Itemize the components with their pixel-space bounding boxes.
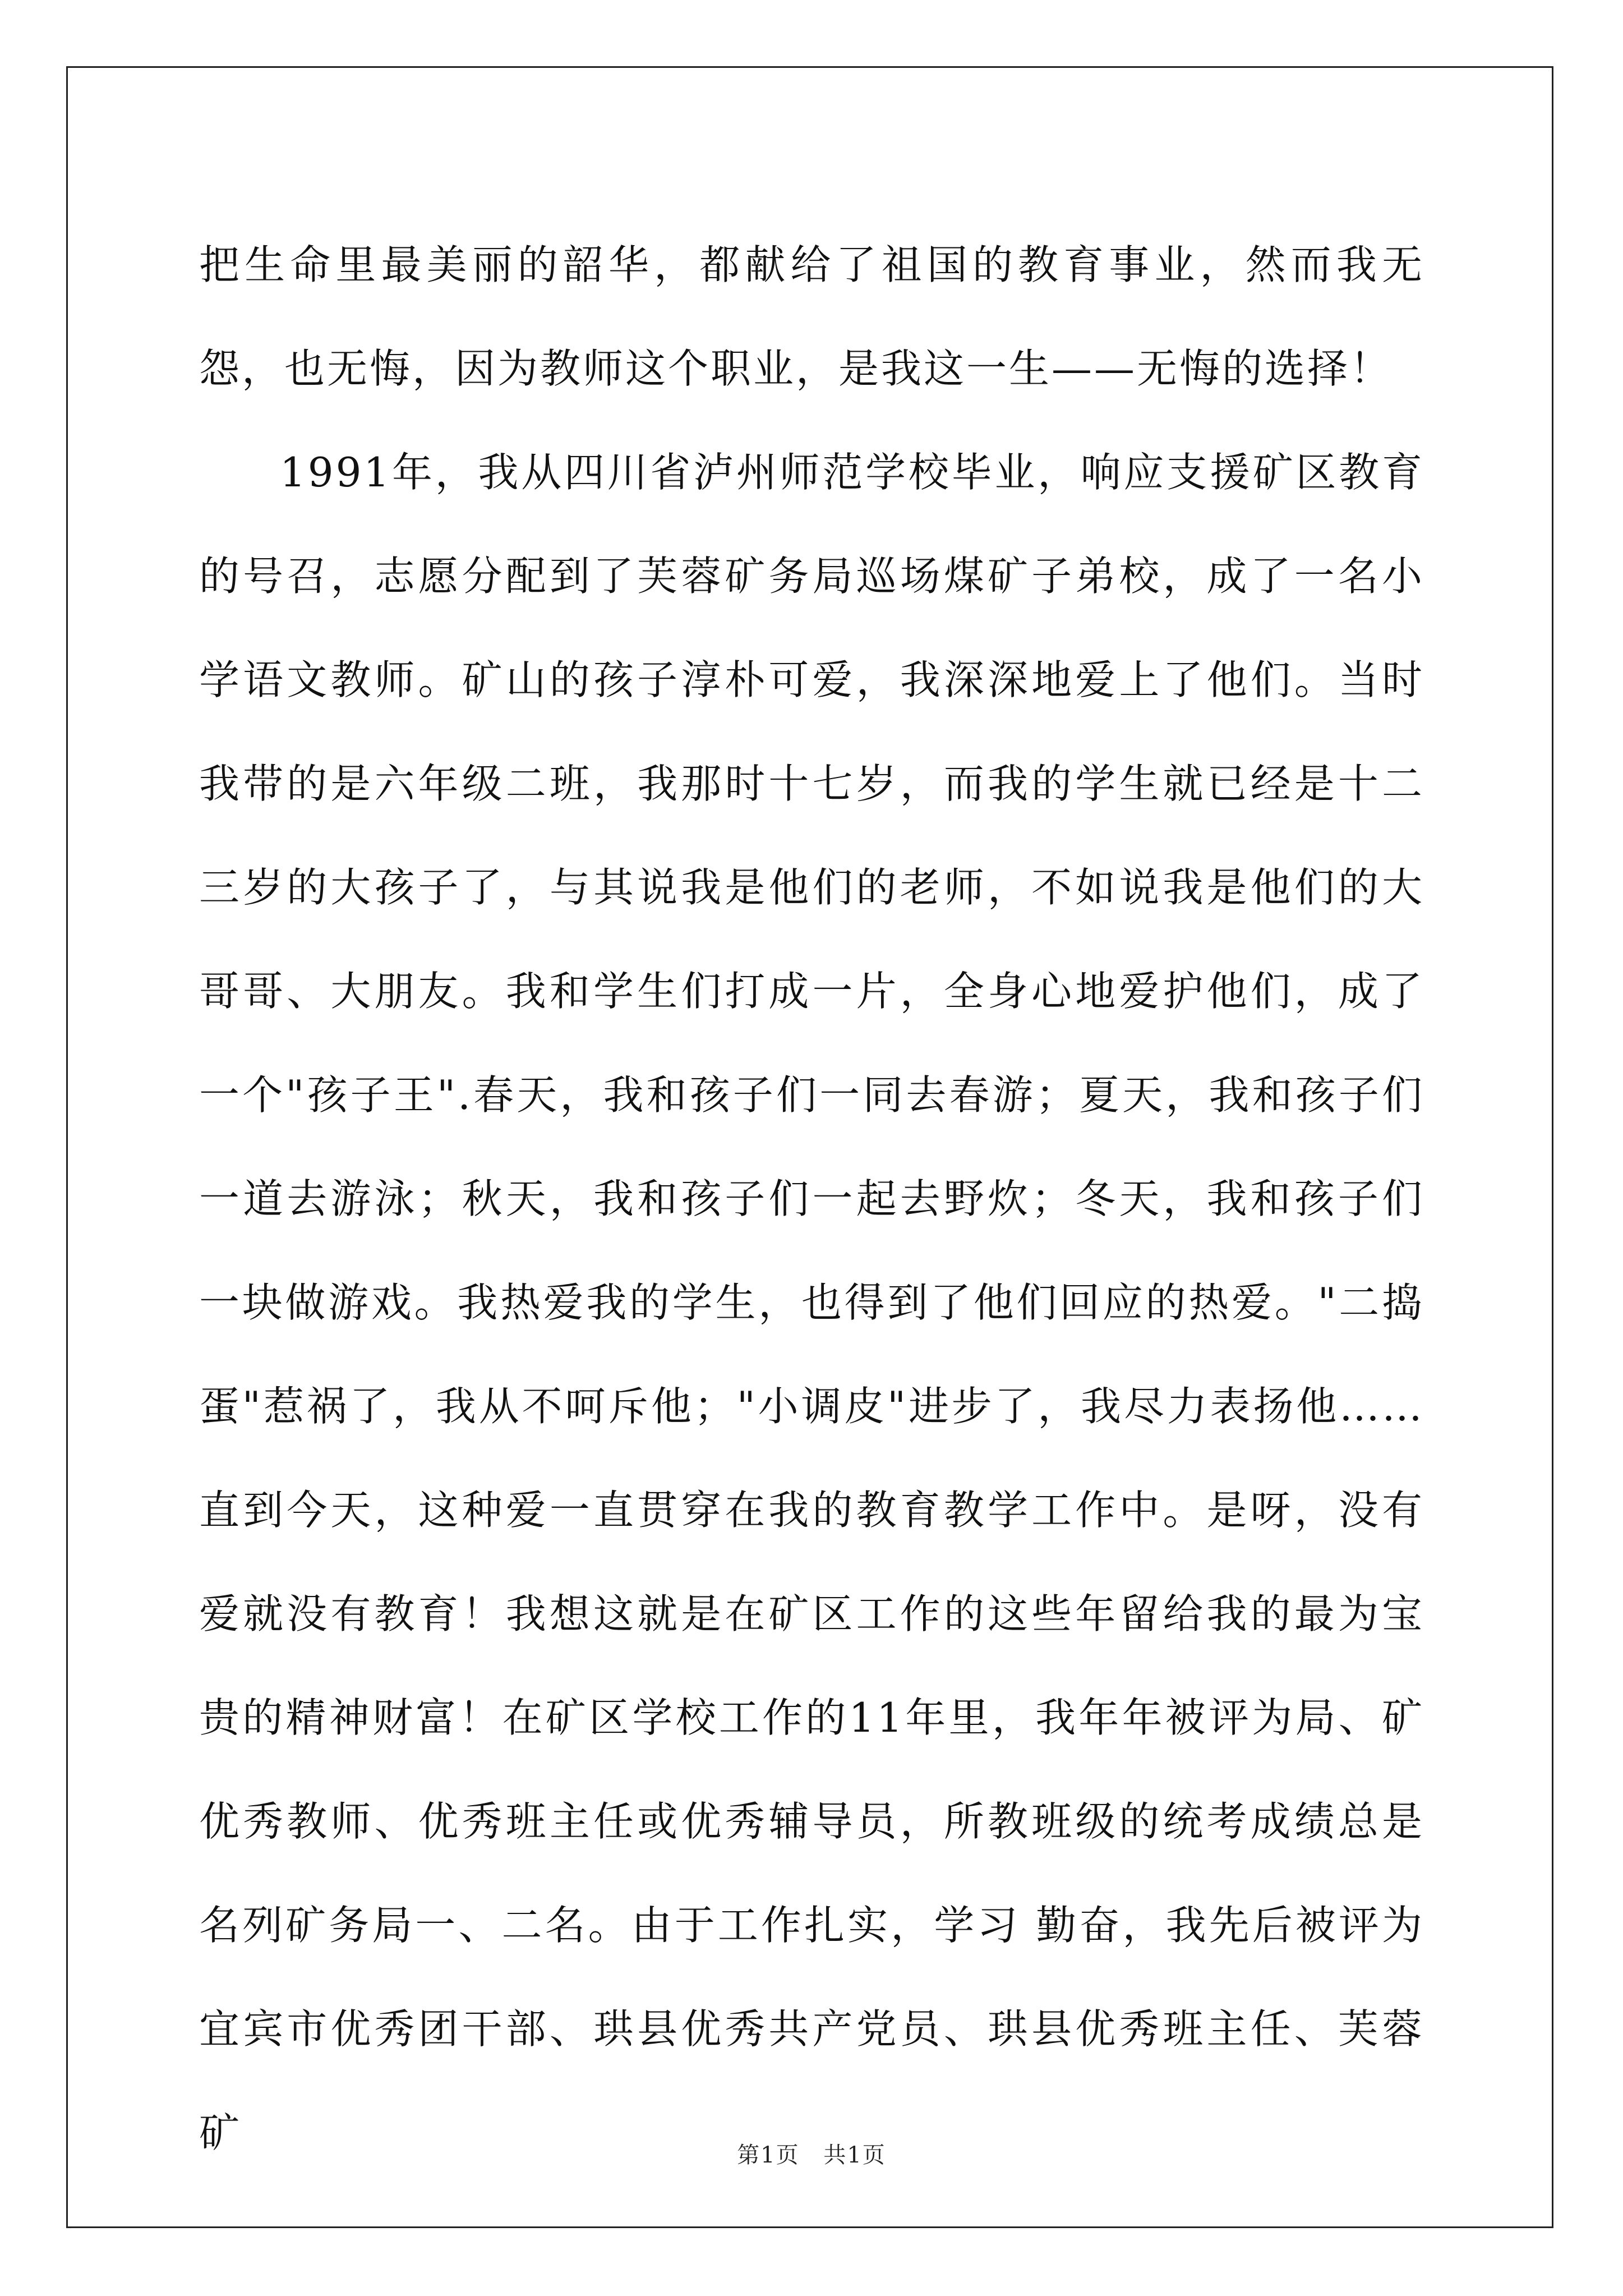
document-body <box>199 213 1424 2185</box>
page-number: 第1页 <box>737 2142 800 2168</box>
paragraph-2: 1991年，我从四川省泸州师范学校毕业，响应支援矿区教育的号召，志愿分配到了芙蓉矿务局巡场煤矿子弟校，成了一名小学语文教师。矿山的孩子淳朴可爱，我深深地爱上了他们。当时我带的是六年级二班，我那时十七岁，而我的学生就已经是十二三岁的大孩子了，与其说我是他们的老师，不如说我是他们的大哥哥、大朋友。我和学生们打成一片，全身心地爱护他们，成了一个"孩子王".春天，我和孩子们一同去春游；夏天，我和孩子们一道去游泳；秋天，我和孩子们一起去野炊；冬天，我和孩子们一块做游戏。我热爱我的学生，也得到了他们回应的热爱。"二捣蛋"惹祸了，我从不呵斥他；"小调皮"进步了，我尽力表扬他……直到今天，这种爱一直贯穿在我的教育教学工作中。是呀，没有爱就没有教育！我想这就是在矿区工作的这些年留给我的最为宝贵的精神财富！在矿区学校工作的11年里，我年年被评为局、矿优秀教师、优秀班主任或优秀辅导员，所教班级的统考成绩总是名列矿务局一、二名。由于工作扎实，学习 勤奋，我先后被评为宜宾市优秀团干部、珙县优秀共产党员、珙县优秀班主任、芙蓉矿 <box>199 449 1424 2156</box>
paragraph-1: 把生命里最美丽的韶华，都献给了祖国的教育事业，然而我无怨，也无悔，因为教师这个职业，是我这一生——无悔的选择！ <box>199 241 1424 392</box>
page-footer <box>0 2137 1623 2169</box>
page-total: 共1页 <box>823 2142 886 2168</box>
